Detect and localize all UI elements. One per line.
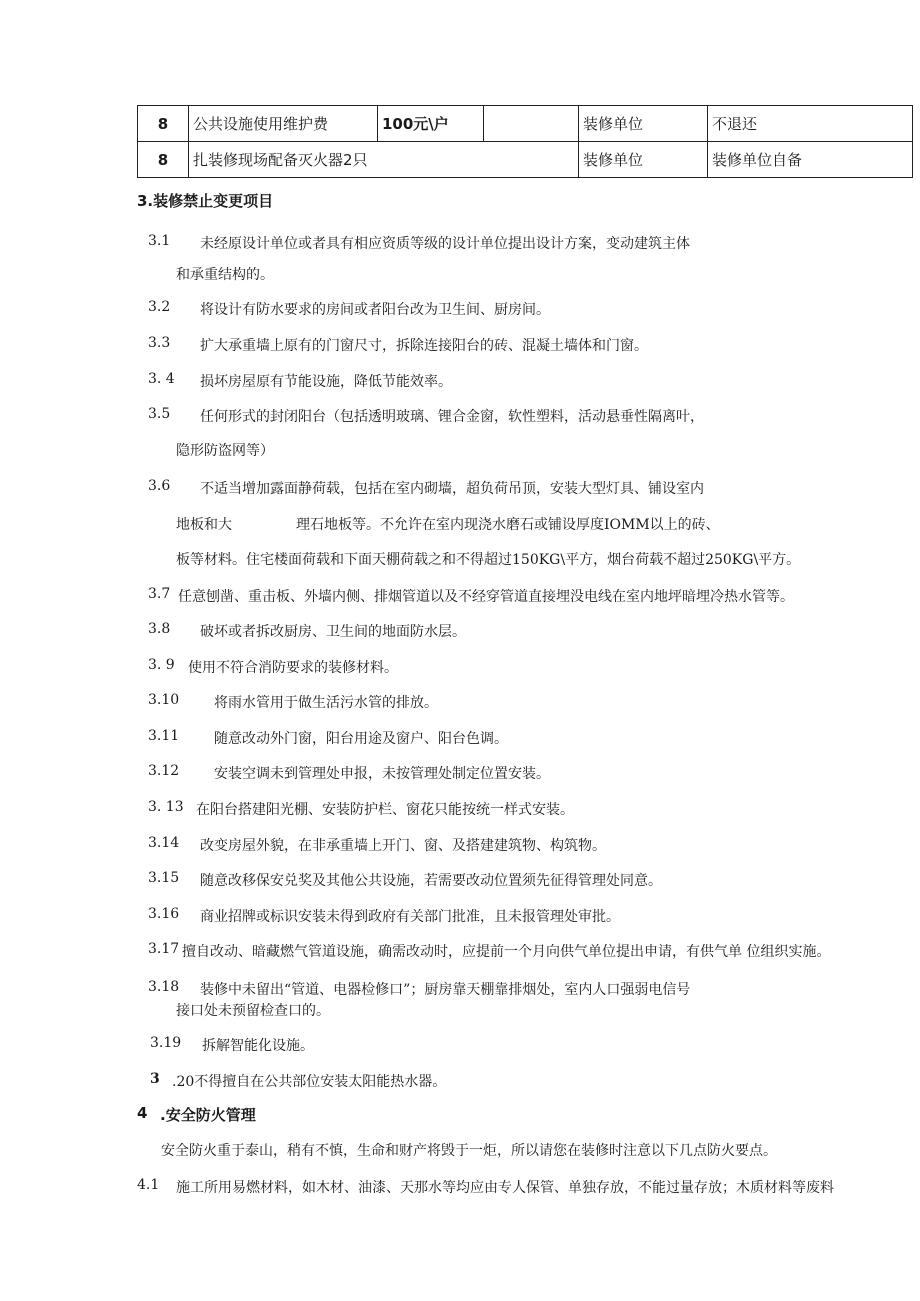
item-3-1-text: 未经原设计单位或者具有相应资质等级的设计单位提出设计方案，变动建筑主体 [200,236,690,252]
item-3-10-number: 3.10 [148,692,180,708]
fee-note: 装修单位自备 [708,142,913,178]
fee-note: 不退还 [708,106,913,142]
item-3-2-number: 3.2 [148,299,171,315]
item-3-13-number: 3. 13 [148,799,184,815]
item-3-16-text: 商业招牌或标识安装未得到政府有关部门批准，且未报管理处审批。 [200,909,620,925]
payer-unit: 装修单位 [579,142,708,178]
row-number: 8 [138,106,189,142]
item-3-4-text: 损坏房屋原有节能设施，降低节能效率。 [200,374,452,390]
fee-table [137,105,913,178]
item-3-3-text: 扩大承重墙上原有的门窗尺寸，拆除连接阳台的砖、混凝土墙体和门窗。 [200,338,648,354]
payer-unit: 装修单位 [579,106,708,142]
item-3-18-text-cont: 接口处未预留检查口的。 [176,1003,330,1019]
item-3-1-number: 3.1 [148,233,171,249]
fee-name: 扎装修现场配备灭火器2只 [189,142,579,178]
item-3-4-number: 3. 4 [148,371,175,387]
item-3-9-number: 3. 9 [148,657,175,673]
table-row [138,106,913,142]
item-3-15-text: 随意改移保安兑奖及其他公共设施，若需要改动位置须先征得管理处同意。 [200,873,662,889]
item-3-3-number: 3.3 [148,335,171,351]
item-3-16-number: 3.16 [148,906,180,922]
item-3-10-text: 将雨水管用于做生活污水管的排放。 [214,695,438,711]
item-3-1-text-cont: 和承重结构的。 [176,267,274,283]
item-3-8-text: 破坏或者拆改厨房、卫生间的地面防水层。 [200,624,466,640]
item-3-2-text: 将设计有防水要求的房间或者阳台改为卫生间、厨房间。 [200,302,550,318]
section-3-heading: 3.装修禁止变更项目 [137,192,274,210]
item-3-5-text: 任何形式的封闭阳台（包括透明玻璃、锂合金窗，软性塑料，活动悬垂性隔离叶， [200,409,704,425]
item-3-20-text: .20不得擅自在公共部位安装太阳能热水器。 [172,1074,447,1090]
item-3-7-number: 3.7 [148,586,171,602]
item-3-8-number: 3.8 [148,621,171,637]
item-3-14-number: 3.14 [148,835,180,851]
empty-cell [484,106,579,142]
item-3-6-number: 3.6 [148,478,171,494]
item-3-19-text: 拆解智能化设施。 [202,1038,314,1054]
item-3-13-text: 在阳台搭建阳光棚、安装防护栏、窗花只能按统一样式安装。 [196,802,574,818]
item-3-18-text: 装修中未留出“管道、电器检修口”；厨房靠天棚靠排烟处，室内人口强弱电信号 [200,982,691,998]
item-3-6-text-cont: 理石地板等。不允许在室内现浇水磨石或铺设厚度IOMM以上的砖、 [296,517,720,533]
item-3-18-number: 3.18 [148,979,180,995]
section-4-heading: .安全防火管理 [160,1106,256,1124]
item-3-6-text: 不适当增加露面静荷载，包括在室内砌墙，超负荷吊顶，安装大型灯具、铺设室内 [200,481,704,497]
item-3-20-number: 3 [150,1071,160,1087]
item-4-1-text: 施工所用易燃材料，如木材、油漆、天那水等均应由专人保管、单独存放，不能过量存放；木质材料等废料 [176,1180,834,1196]
item-3-5-text-cont: 隐形防盗网等） [176,443,274,459]
fee-price: 100元\户 [378,106,484,142]
table-row [138,142,913,178]
item-3-17-number: 3.17 [148,941,180,957]
fee-name: 公共设施使用维护费 [189,106,378,142]
item-3-14-text: 改变房屋外貌，在非承重墙上开门、窗、及搭建建筑物、构筑物。 [200,838,606,854]
item-3-5-number: 3.5 [148,406,171,422]
item-3-6-text-cont: 板等材料。住宅楼面荷载和下面天棚荷载之和不得超过150KG\平方，烟台荷载不超过250KG\平方。 [176,552,801,568]
item-3-17-text: 擅自改动、暗藏燃气管道设施，确需改动时，应提前一个月向供气单位提出申请，有供气单 位组织实施。 [182,944,831,960]
item-3-11-number: 3.11 [148,728,180,744]
item-3-15-number: 3.15 [148,870,180,886]
section-4-intro: 安全防火重于泰山，稍有不慎，生命和财产将毁于一炬，所以请您在装修时注意以下几点防火要点。 [161,1143,777,1159]
item-3-11-text: 随意改动外门窗，阳台用途及窗户、阳台色调。 [214,731,508,747]
item-3-12-text: 安装空调未到管理处申报，未按管理处制定位置安装。 [214,766,550,782]
row-number: 8 [138,142,189,178]
item-3-9-text: 使用不符合消防要求的装修材料。 [188,660,398,676]
item-3-12-number: 3.12 [148,763,180,779]
item-3-6-text-cont: 地板和大 [176,517,232,533]
item-3-19-number: 3.19 [150,1035,182,1051]
section-4-heading-number: 4 [137,1104,148,1122]
item-4-1-number: 4.1 [137,1177,160,1193]
item-3-7-text: 任意刨凿、重击板、外墙内侧、排烟管道以及不经穿管道直接埋没电线在室内地坪暗埋冷热水管等。 [178,589,794,605]
